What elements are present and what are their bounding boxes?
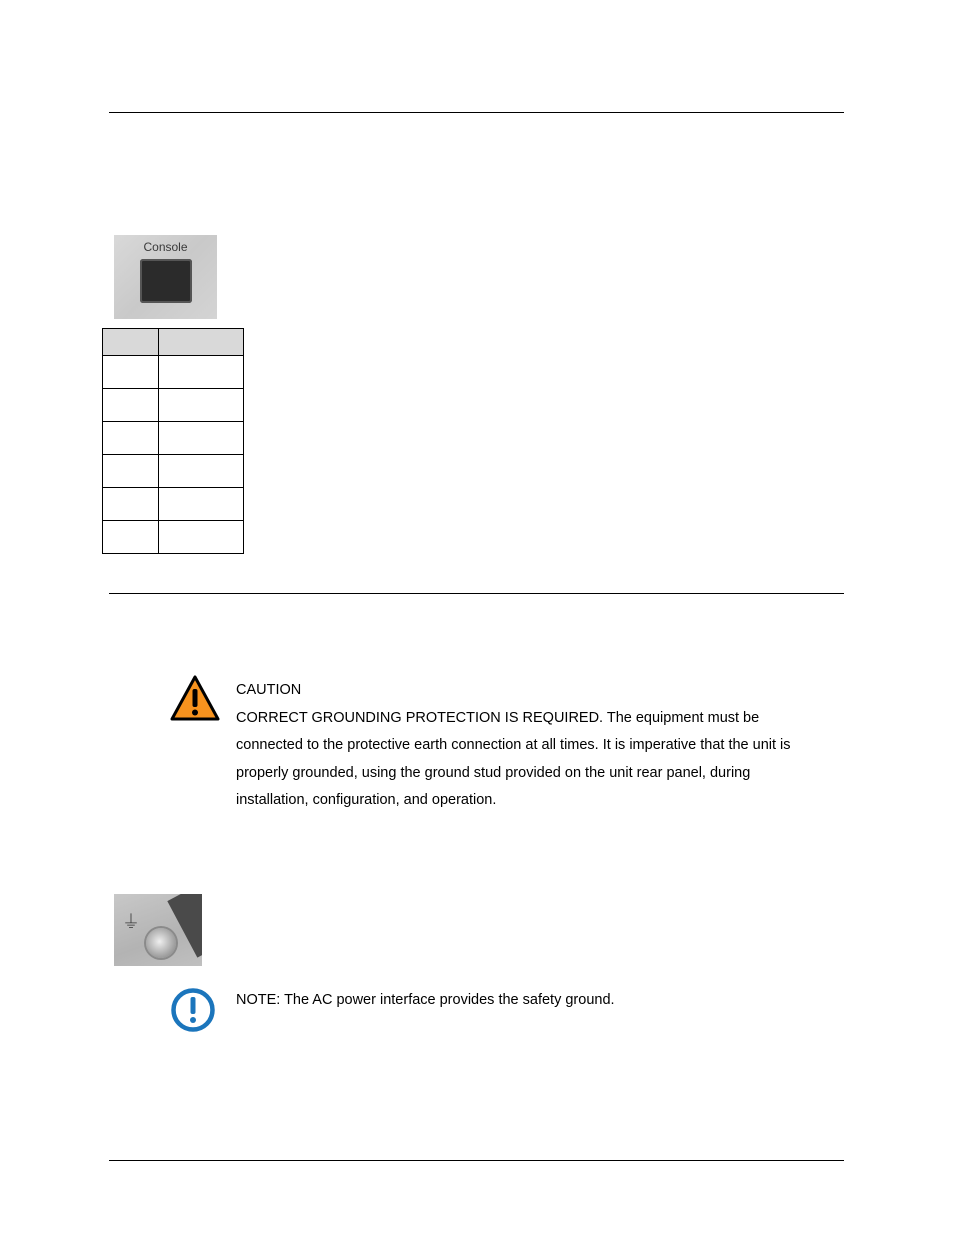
- table-cell: [103, 422, 159, 455]
- table-row: [103, 422, 244, 455]
- table-cell: [159, 455, 244, 488]
- info-exclamation-icon: [170, 987, 216, 1033]
- table-row: [103, 455, 244, 488]
- bottom-rule: [109, 1160, 844, 1161]
- caution-line: CORRECT GROUNDING PROTECTION IS REQUIRED. The equipment must be: [236, 709, 760, 726]
- table-row: [103, 521, 244, 554]
- table-header-row: [103, 329, 244, 356]
- rj45-jack: [140, 259, 192, 303]
- table-cell: [103, 455, 159, 488]
- header-cell: [103, 329, 159, 356]
- caution-line: connected to the protective earth connection at all times. It is imperative that the unit is: [236, 737, 791, 753]
- caution-title: CAUTION: [236, 682, 302, 698]
- table-cell: [159, 422, 244, 455]
- table-cell: [103, 356, 159, 389]
- table-cell: [159, 356, 244, 389]
- table-row: [103, 356, 244, 389]
- top-rule: [109, 112, 844, 113]
- table-row: [103, 389, 244, 422]
- table-cell: [159, 521, 244, 554]
- ground-stud-photo: [114, 894, 202, 966]
- console-port-photo: [114, 235, 217, 319]
- caution-line: properly grounded, using the ground stud provided on the unit rear panel, during: [236, 764, 751, 781]
- section-rule: [109, 593, 844, 594]
- console-label: Console: [143, 240, 188, 254]
- table-cell: [159, 389, 244, 422]
- caution-line: installation, configuration, and operation.: [236, 792, 497, 808]
- table-row: [103, 488, 244, 521]
- caution-block: [236, 677, 841, 815]
- pin-assignment-table: [102, 328, 244, 554]
- warning-triangle-icon: [170, 675, 220, 721]
- note-text: NOTE: The AC power interface provides the safety ground.: [236, 992, 615, 1008]
- table-cell: [103, 389, 159, 422]
- header-cell: [159, 329, 244, 356]
- table-cell: [103, 521, 159, 554]
- ground-stud: [146, 928, 176, 958]
- ground-symbol-icon: ⏚: [122, 912, 140, 933]
- table-cell: [103, 488, 159, 521]
- table-cell: [159, 488, 244, 521]
